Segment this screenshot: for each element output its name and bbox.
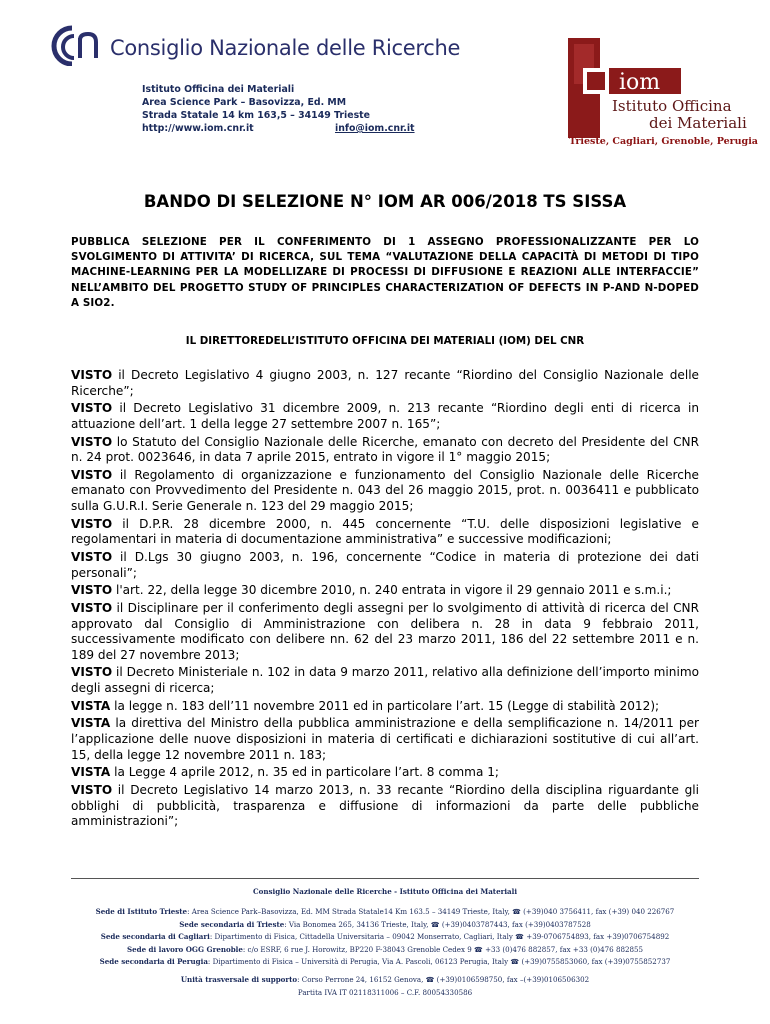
selection-subject: PUBBLICA SELEZIONE PER IL CONFERIMENTO DI 1 ASSEGNO PROFESSIONALIZZANTE PER LO SVOLGIMENTO DI ATTIVITA’ DI RICERCA, SUL TEMA “VALUTAZIONE DELLA CAPACITÀ DI METODI DI TIPO MACHINE-LEARNING PER LA MODELLIZARE DI PROCESSI DI DIFFUSIONE E REAZIONI ALLE INTERFACCIE” NELL’AMBITO DEL PROGETTO STUDY OF PRINCIPLES CHARACTERIZATION OF DEFECTS IN P-AND N-DOPED A SIO2. — [71, 236, 699, 309]
institute-address-line: Strada Statale 14 km 163,5 – 34149 Trieste — [142, 110, 370, 121]
clause — [71, 517, 699, 548]
clause — [71, 550, 699, 581]
clause — [71, 665, 699, 696]
clause — [71, 468, 699, 515]
clause-text: il D.Lgs 30 giugno 2003, n. 196, concernente “Codice in materia di protezione dei dati personali”; — [71, 550, 699, 580]
email-link[interactable]: info@iom.cnr.it — [335, 123, 415, 134]
footer-site-text: : Dipartimento di Fisica, Cittadella Universitaria – 09042 Monserrato, Cagliari, Italy ☎ +39-0706754893, fax +39)0706754892 — [209, 932, 670, 942]
clause-keyword: VISTA — [71, 765, 111, 780]
iom-subtitle: Istituto Officina — [612, 97, 732, 115]
clause-text: il Decreto Legislativo 4 giugno 2003, n. 127 recante “Riordino del Consiglio Nazionale delle Ricerche”; — [71, 368, 699, 398]
footer-site-row — [60, 956, 710, 968]
clause-keyword: VISTO — [71, 550, 113, 564]
clause-text: il Decreto Legislativo 31 dicembre 2009, n. 213 recante “Riordino degli enti di ricerca in attuazione dell’art. 1 della legge 27 settembre 2007 n. 165”; — [71, 401, 699, 431]
clause-keyword: VISTA — [71, 698, 111, 713]
clause — [71, 583, 699, 599]
footer-vat: Partita IVA IT 02118311006 – C.F. 80054330586 — [297, 987, 473, 997]
clause-keyword: VISTO — [71, 401, 113, 416]
clause-text: la direttiva del Ministro della pubblica amministrazione e della semplificazione n. 14/2011 per l’applicazione delle nuove disposizioni in materia di certificati e dichiarazioni sostitutive di cui all’art. 15, della legge 12 novembre 2011 n. 183; — [71, 716, 699, 762]
clause-text: lo Statuto del Consiglio Nazionale delle Ricerche, emanato con decreto del Presidente del CNR n. 24 prot. 0023646, in data 7 aprile 2015, entrato in vigore il 1° maggio 2015; — [71, 434, 699, 465]
iom-subtitle: dei Materiali — [649, 114, 747, 132]
footer-divider — [71, 878, 699, 879]
footer-site-label: Sede secondaria di Trieste — [179, 919, 285, 929]
clause — [71, 601, 699, 663]
footer-site-text: : Area Science Park–Basovizza, Ed. MM Strada Statale14 Km 163.5 – 34149 Trieste, Italy, ☎ (+39)040 3756411, fax (+39) 040 226767 — [187, 907, 675, 917]
footer-title: Consiglio Nazionale delle Ricerche - Istituto Officina dei Materiali — [252, 887, 518, 896]
footer-support-label: Unità trasversale di supporto — [180, 975, 298, 985]
director-heading: IL DIRETTOREDELL’ISTITUTO OFFICINA DEI MATERIALI (IOM) DEL CNR — [185, 335, 585, 347]
iom-acronym: iom — [619, 70, 661, 95]
clause — [71, 699, 699, 715]
clause — [71, 401, 699, 432]
clause-text: il D.P.R. 28 dicembre 2000, n. 445 concernente “T.U. delle disposizioni legislative e regolamentari in materia di documentazione amministrativa” e successive modificazioni; — [71, 516, 699, 547]
clause — [71, 368, 699, 399]
footer-site-label: Sede di lavoro OGG Grenoble — [126, 944, 243, 954]
footer-site-row — [60, 931, 710, 943]
clause-keyword: VISTO — [71, 368, 113, 382]
footer-support-text: : Corso Perrone 24, 16152 Genova, ☎ (+39)0106598750, fax –(+39)0106506302 — [297, 975, 590, 985]
clause — [71, 783, 699, 830]
clause-keyword: VISTO — [71, 782, 113, 797]
clause-keyword: VISTO — [71, 665, 113, 680]
clause-text: l'art. 22, della legge 30 dicembre 2010, n. 240 entrata in vigore il 29 gennaio 2011 e s.m.i.; — [112, 583, 672, 598]
clause-keyword: VISTO — [71, 600, 113, 615]
clause-text: il Decreto Legislativo 14 marzo 2013, n. 33 recante “Riordino della disciplina riguardante gli obblighi di pubblicità, trasparenza e diffusione di informazioni da parte delle pubbliche amministrazioni”; — [71, 782, 699, 829]
clause — [71, 435, 699, 466]
clause-keyword: VISTO — [71, 516, 113, 531]
clauses-list — [71, 368, 699, 832]
institute-address — [142, 83, 415, 135]
footer-site-text: : c/o ESRF, 6 rue J. Horowitz, BP220 F-38043 Grenoble Cedex 9 ☎ +33 (0)476 882857, fax +33 (0)476 882855 — [242, 944, 644, 954]
page-title: BANDO DI SELEZIONE N° IOM AR 006/2018 TS SISSA — [143, 192, 627, 211]
institute-address-line: Area Science Park – Basovizza, Ed. MM — [142, 97, 347, 108]
footer-site-label: Sede secondaria di Cagliari — [100, 932, 210, 942]
footer-site-label: Sede secondaria di Perugia — [99, 957, 208, 967]
clause-text: il Regolamento di organizzazione e funzionamento del Consiglio Nazionale delle Ricerche emanato con Provvedimento del Presidente n. 043 del 26 maggio 2015, prot. n. 0036411 e pubblicato sulla G.U.R.I. Serie Generale n. 123 del 29 maggio 2015; — [71, 467, 699, 514]
footer-site-label: Sede di Istituto Trieste — [95, 907, 188, 917]
org-name: Consiglio Nazionale delle Ricerche — [110, 36, 461, 60]
clause-text: il Disciplinare per il conferimento degli assegni per lo svolgimento di attività di ricerca del CNR approvato dal Consiglio di Amministrazione con delibera n. 28 in data 9 febbraio 2011, successivamente modificato con delibere nn. 62 del 23 marzo 2011, 186 del 22 settembre 2011 e n. 189 del 27 novembre 2013; — [71, 600, 699, 662]
clause-text: la legge n. 183 dell’11 novembre 2011 ed in particolare l’art. 15 (Legge di stabilità 2012); — [110, 698, 660, 713]
website-link[interactable]: http://www.iom.cnr.it — [142, 123, 254, 134]
clause-text: il Decreto Ministeriale n. 102 in data 9 marzo 2011, relativo alla definizione dell’importo minimo degli assegni di ricerca; — [71, 665, 699, 696]
footer-site-text: : Via Bonomea 265, 34136 Trieste, Italy, ☎ (+39)0403787443, fax (+39)0403787528 — [284, 919, 591, 929]
clause-keyword: VISTO — [71, 434, 113, 449]
institute-name: Istituto Officina dei Materiali — [142, 84, 295, 95]
clause-keyword: VISTA — [71, 716, 111, 731]
clause-keyword: VISTO — [71, 583, 113, 598]
iom-cities: Trieste, Cagliari, Grenoble, Perugia — [569, 136, 758, 147]
footer-site-row — [60, 919, 710, 931]
cnr-logo — [50, 22, 102, 66]
footer-support-row — [60, 974, 710, 986]
clause — [71, 716, 699, 763]
clause-text: la Legge 4 aprile 2012, n. 35 ed in particolare l’art. 8 comma 1; — [110, 765, 499, 780]
footer — [60, 886, 710, 999]
footer-site-text: : Dipartimento di Fisica – Università di Perugia, Via A. Pascoli, 06123 Perugia, Italy ☎ (+39)0755853060, fax (+39)0755852737 — [207, 957, 671, 967]
clause-keyword: VISTO — [71, 467, 113, 482]
clause — [71, 765, 699, 781]
footer-site-row — [60, 944, 710, 956]
footer-site-row — [60, 906, 710, 918]
